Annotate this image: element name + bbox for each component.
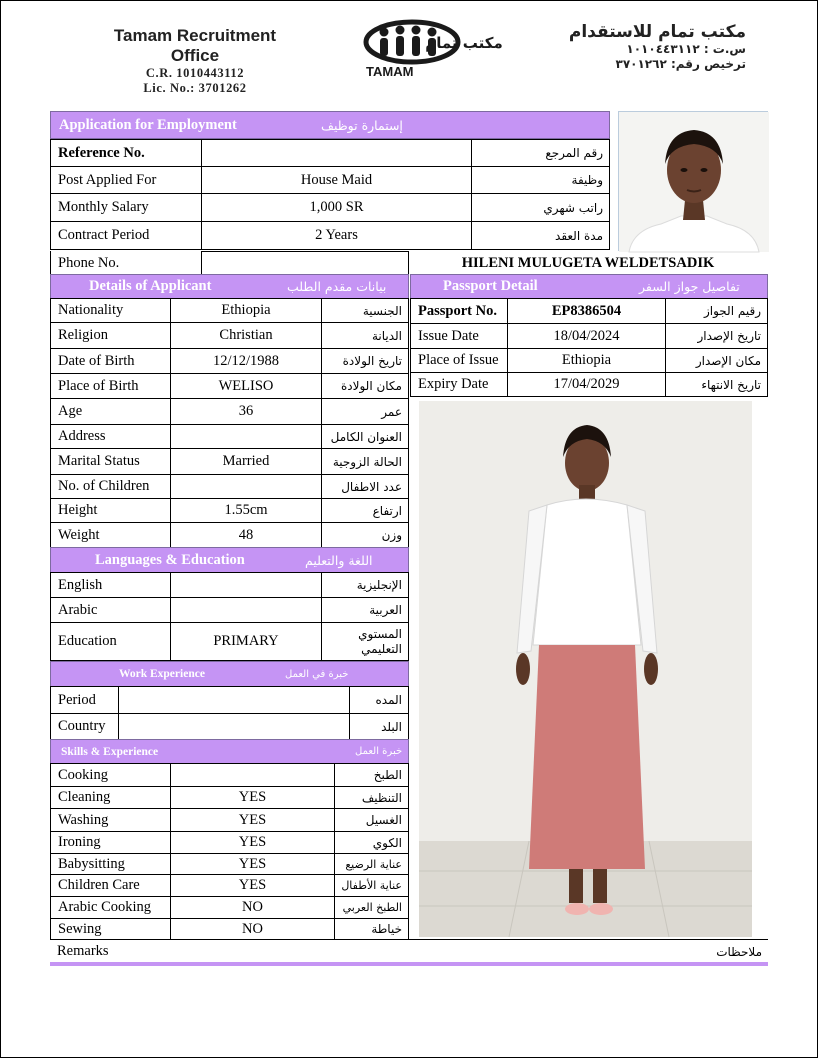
salary-label: Monthly Salary <box>50 193 202 222</box>
dob-label-ar: تاريخ الولادة <box>321 348 409 374</box>
contract-value: 2 Years <box>201 221 472 250</box>
nationality-label: Nationality <box>50 298 171 323</box>
post-value: House Maid <box>201 166 472 194</box>
babysitting-label: Babysitting <box>50 853 171 875</box>
office-header-ar <box>530 22 746 72</box>
cleaning-label-ar: التنظيف <box>334 786 409 809</box>
washing-label: Washing <box>50 808 171 832</box>
license-number-ar: ترخيص رقم: ٣٧٠١٢٦٢ <box>615 57 746 71</box>
remarks-label: Remarks <box>57 943 109 959</box>
babysitting-label-ar: عناية الرضيع <box>334 853 409 875</box>
religion-value: Christian <box>170 322 322 349</box>
applicant-name: HILENI MULUGETA WELDETSADIK <box>461 254 715 271</box>
country-label: Country <box>50 713 119 740</box>
children-care-label-ar: عناية الأطفال <box>334 874 409 897</box>
cr-number-ar: س.ت : ١٠١٠٤٤٣١١٢ <box>626 42 746 56</box>
phone-label: Phone No. <box>50 251 202 275</box>
cooking-label: Cooking <box>50 763 171 787</box>
religion-label-ar: الديانة <box>321 322 409 349</box>
passport-number-value: EP8386504 <box>507 298 666 324</box>
ironing-value: YES <box>170 831 335 854</box>
reference-value <box>201 139 472 167</box>
cooking-label-ar: الطبخ <box>334 763 409 787</box>
remarks-row <box>50 939 768 963</box>
sewing-label-ar: خياطة <box>334 918 409 940</box>
work-title-en: Work Experience <box>119 668 205 680</box>
dob-label: Date of Birth <box>50 348 171 374</box>
contract-label-ar: مدة العقد <box>471 221 610 250</box>
skills-title-en: Skills & Experience <box>61 745 159 758</box>
age-label: Age <box>50 398 171 425</box>
expiry-date-label-ar: تاريخ الانتهاء <box>665 372 768 397</box>
address-label-ar: العنوان الكامل <box>321 424 409 449</box>
post-label-ar: وظيفة <box>471 166 610 194</box>
english-value <box>170 572 322 598</box>
application-title-ar: إستمارة توظيف <box>321 117 403 133</box>
cr-number-en: C.R. 1010443112 <box>145 66 245 80</box>
remarks-label-ar: ملاحظات <box>716 944 762 959</box>
height-label-ar: ارتفاع <box>321 498 409 523</box>
sewing-label: Sewing <box>50 918 171 940</box>
passport-header <box>410 274 768 299</box>
expiry-date-label: Expiry Date <box>410 372 508 397</box>
marital-label-ar: الحالة الزوجية <box>321 448 409 475</box>
place-of-issue-value: Ethiopia <box>507 348 666 373</box>
address-value <box>170 424 322 449</box>
arabic-cooking-value: NO <box>170 896 335 919</box>
weight-label-ar: وزن <box>321 522 409 548</box>
children-care-label: Children Care <box>50 874 171 897</box>
pob-label-ar: مكان الولادة <box>321 373 409 399</box>
cooking-value <box>170 763 335 787</box>
languages-title-ar: اللغة والتعليم <box>305 552 373 568</box>
license-number-en: Lic. No.: 3701262 <box>143 81 247 95</box>
nationality-value: Ethiopia <box>170 298 322 323</box>
languages-header <box>50 547 409 573</box>
education-value: PRIMARY <box>170 622 322 661</box>
application-title-en: Application for Employment <box>59 116 237 133</box>
children-label: No. of Children <box>50 474 171 499</box>
washing-value: YES <box>170 808 335 832</box>
period-value <box>118 686 350 714</box>
issue-date-label-ar: تاريخ الإصدار <box>665 323 768 349</box>
details-title-en: Details of Applicant <box>89 278 212 294</box>
marital-value: Married <box>170 448 322 475</box>
children-label-ar: عدد الاطفال <box>321 474 409 499</box>
arabic-cooking-label: Arabic Cooking <box>50 896 171 919</box>
salary-label-ar: راتب شهري <box>471 193 610 222</box>
arabic-label: Arabic <box>50 597 171 623</box>
washing-label-ar: الغسيل <box>334 808 409 832</box>
period-label-ar: المده <box>349 686 409 714</box>
nationality-label-ar: الجنسية <box>321 298 409 323</box>
passport-number-label-ar: رقيم الجواز <box>665 298 768 324</box>
arabic-value <box>170 597 322 623</box>
expiry-date-value: 17/04/2029 <box>507 372 666 397</box>
arabic-cooking-label-ar: الطبخ العربي <box>334 896 409 919</box>
country-label-ar: البلد <box>349 713 409 740</box>
details-title-ar: بيانات مقدم الطلب <box>287 279 387 294</box>
cleaning-value: YES <box>170 786 335 809</box>
logo-text: TAMAM <box>366 64 414 79</box>
office-name-ar: مكتب تمام للاستقدام <box>568 22 746 42</box>
height-value: 1.55cm <box>170 498 322 523</box>
education-label-ar: المستوي التعليمي <box>321 622 409 661</box>
passport-title-en: Passport Detail <box>443 278 538 294</box>
work-title-ar: خبرة في العمل <box>285 668 349 680</box>
weight-label: Weight <box>50 522 171 548</box>
address-label: Address <box>50 424 171 449</box>
skills-title-ar: خبرة العمل <box>355 746 403 757</box>
arabic-label-ar: العربية <box>321 597 409 623</box>
ironing-label: Ironing <box>50 831 171 854</box>
pob-value: WELISO <box>170 373 322 399</box>
country-value <box>118 713 350 740</box>
remarks-bottom-bar <box>50 962 768 966</box>
applicant-portrait-photo <box>618 111 768 251</box>
office-header-en <box>92 26 298 96</box>
reference-label-ar: رقم المرجع <box>471 139 610 167</box>
age-value: 36 <box>170 398 322 425</box>
reference-label: Reference No. <box>50 139 202 167</box>
salary-value: 1,000 SR <box>201 193 472 222</box>
sewing-value: NO <box>170 918 335 940</box>
application-header <box>50 111 610 139</box>
issue-date-value: 18/04/2024 <box>507 323 666 349</box>
ironing-label-ar: الكوي <box>334 831 409 854</box>
english-label-ar: الإنجليزية <box>321 572 409 598</box>
languages-title-en: Languages & Education <box>95 551 245 568</box>
dob-value: 12/12/1988 <box>170 348 322 374</box>
office-name-en: Tamam Recruitment Office <box>113 26 277 65</box>
marital-label: Marital Status <box>50 448 171 475</box>
logo-text-ar: مكتب تمام <box>425 34 503 52</box>
tamam-logo <box>360 18 503 80</box>
applicant-full-body-photo <box>419 401 752 937</box>
babysitting-value: YES <box>170 853 335 875</box>
passport-title-ar: تفاصيل جواز السفر <box>639 279 740 294</box>
pob-label: Place of Birth <box>50 373 171 399</box>
age-label-ar: عمر <box>321 398 409 425</box>
contract-label: Contract Period <box>50 221 202 250</box>
phone-value <box>201 251 409 275</box>
place-of-issue-label-ar: مكان الإصدار <box>665 348 768 373</box>
religion-label: Religion <box>50 322 171 349</box>
details-header <box>50 274 409 299</box>
children-value <box>170 474 322 499</box>
children-care-value: YES <box>170 874 335 897</box>
education-label: Education <box>50 622 171 661</box>
height-label: Height <box>50 498 171 523</box>
cleaning-label: Cleaning <box>50 786 171 809</box>
issue-date-label: Issue Date <box>410 323 508 349</box>
english-label: English <box>50 572 171 598</box>
place-of-issue-label: Place of Issue <box>410 348 508 373</box>
work-header <box>50 661 409 687</box>
post-label: Post Applied For <box>50 166 202 194</box>
passport-number-label: Passport No. <box>410 298 508 324</box>
period-label: Period <box>50 686 119 714</box>
skills-header <box>50 739 409 764</box>
weight-value: 48 <box>170 522 322 548</box>
